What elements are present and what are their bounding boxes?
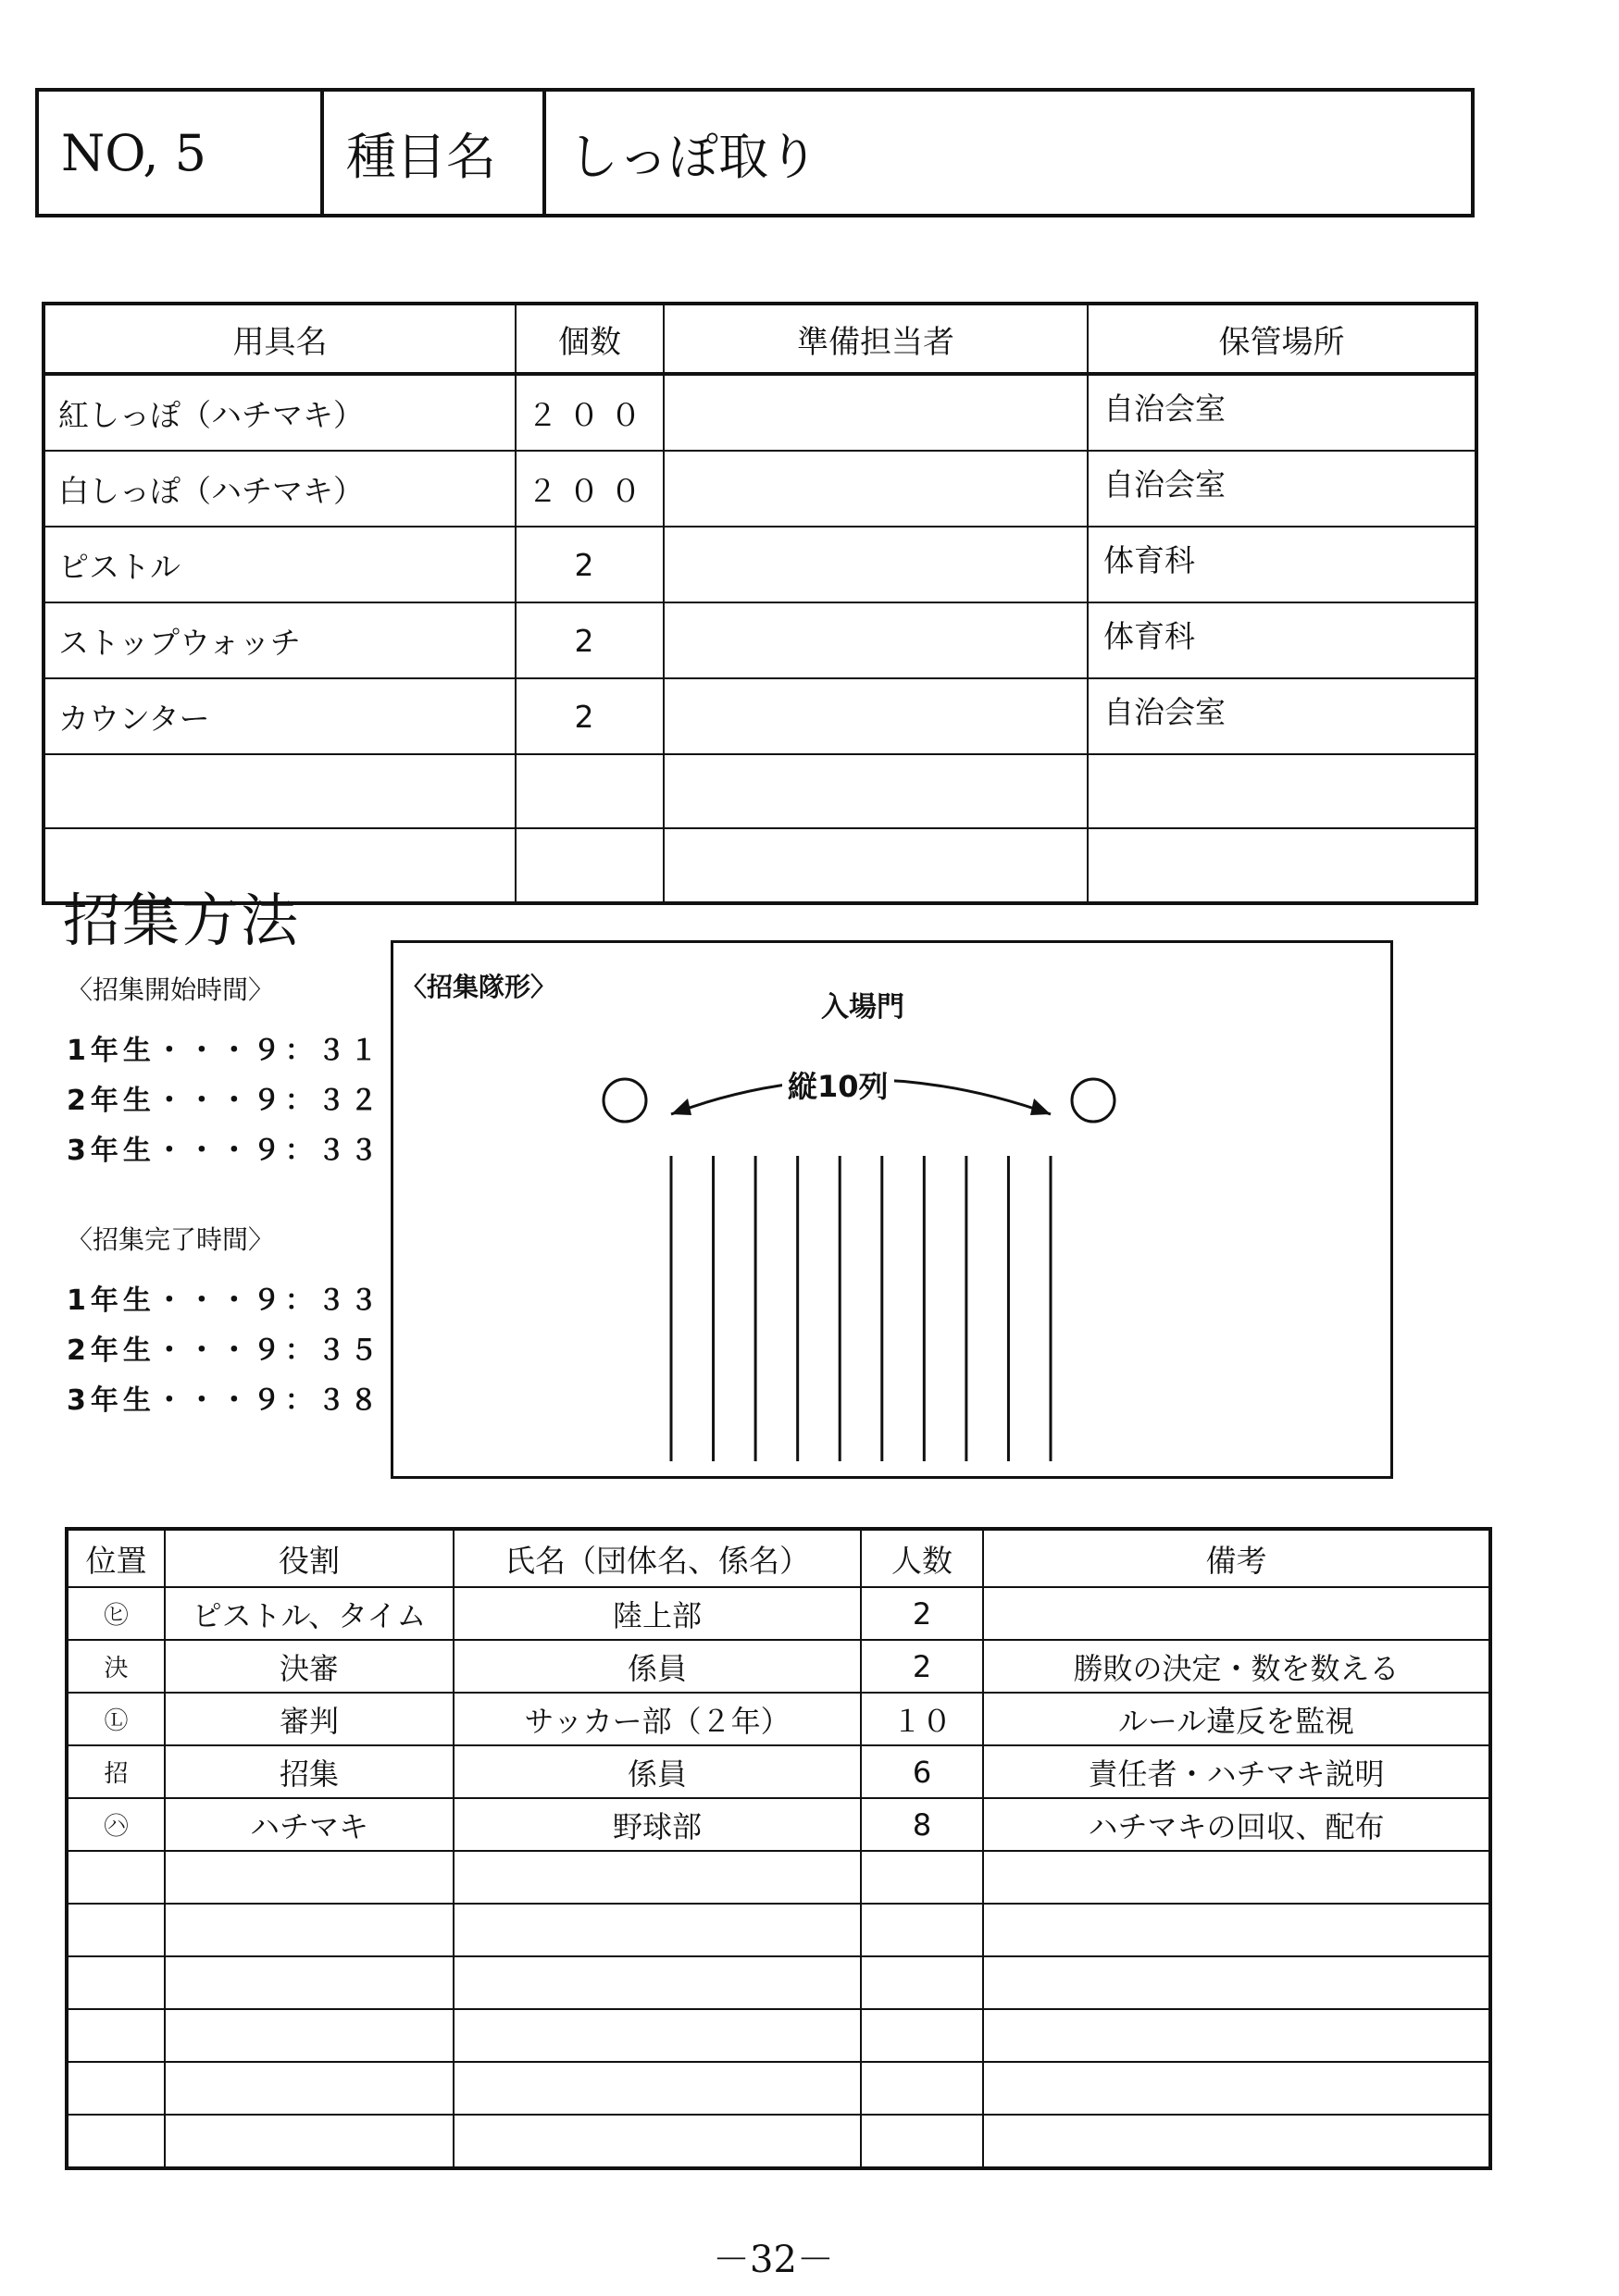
role-cell bbox=[165, 2062, 454, 2115]
equipment-col-person: 準備担当者 bbox=[664, 304, 1088, 374]
equipment-qty-cell: 2 bbox=[516, 527, 664, 602]
start-time-row: 3年生・・・９：３３ bbox=[67, 1135, 382, 1167]
equipment-qty-cell bbox=[516, 754, 664, 828]
end-time-row: 2年生・・・９：３５ bbox=[67, 1334, 382, 1367]
role-cell: ピストル、タイム bbox=[165, 1587, 454, 1640]
role-count-cell: 8 bbox=[861, 1798, 983, 1851]
role-remark-cell: ルール違反を監視 bbox=[983, 1693, 1490, 1745]
equipment-person-cell bbox=[664, 451, 1088, 527]
header-table bbox=[35, 88, 1475, 217]
role-cell: 招集 bbox=[165, 1745, 454, 1798]
equipment-place-cell bbox=[1088, 828, 1476, 903]
roles-header-row bbox=[67, 1529, 1490, 1587]
equipment-place-cell: 自治会室 bbox=[1088, 678, 1476, 754]
equipment-place-cell bbox=[1088, 754, 1476, 828]
role-remark-cell bbox=[983, 1851, 1490, 1904]
role-cell bbox=[165, 1956, 454, 2009]
role-name-cell: 陸上部 bbox=[454, 1587, 861, 1640]
role-count-cell bbox=[861, 2009, 983, 2062]
role-count-cell: 2 bbox=[861, 1640, 983, 1693]
roles-row bbox=[67, 2062, 1490, 2115]
end-time-row: 3年生・・・９：３８ bbox=[67, 1384, 382, 1417]
role-remark-cell bbox=[983, 2115, 1490, 2168]
role-name-cell bbox=[454, 2009, 861, 2062]
role-position-cell bbox=[67, 2062, 165, 2115]
role-count-cell: 6 bbox=[861, 1745, 983, 1798]
equipment-place-cell: 体育科 bbox=[1088, 602, 1476, 678]
column-count-label: 縦10列 bbox=[782, 1063, 894, 1106]
equipment-name-cell: 紅しっぽ（ハチマキ） bbox=[44, 374, 516, 451]
role-remark-cell bbox=[983, 1587, 1490, 1640]
role-cell bbox=[165, 2115, 454, 2168]
start-time-row: 1年生・・・９：３１ bbox=[67, 1035, 382, 1067]
right-post-marker bbox=[1072, 1079, 1115, 1122]
role-name-cell bbox=[454, 1956, 861, 2009]
roles-table bbox=[65, 1527, 1492, 2170]
equipment-qty-cell: 2 bbox=[516, 602, 664, 678]
roles-row bbox=[67, 2009, 1490, 2062]
role-name-cell: 係員 bbox=[454, 1745, 861, 1798]
roles-row bbox=[67, 1587, 1490, 1640]
equipment-col-qty: 個数 bbox=[516, 304, 664, 374]
roles-col-count: 人数 bbox=[861, 1529, 983, 1587]
formation-diagram bbox=[391, 940, 1393, 1479]
role-cell bbox=[165, 1904, 454, 1956]
equipment-qty-cell: ２００ bbox=[516, 451, 664, 527]
equipment-place-cell: 体育科 bbox=[1088, 527, 1476, 602]
left-post-marker bbox=[604, 1079, 646, 1122]
roles-col-role: 役割 bbox=[165, 1529, 454, 1587]
role-count-cell bbox=[861, 2115, 983, 2168]
role-position-cell bbox=[67, 1956, 165, 2009]
role-position-cell bbox=[67, 2009, 165, 2062]
role-name-cell bbox=[454, 1904, 861, 1956]
equipment-person-cell bbox=[664, 527, 1088, 602]
role-cell bbox=[165, 1851, 454, 1904]
role-name-cell bbox=[454, 1851, 861, 1904]
equipment-row bbox=[44, 754, 1476, 828]
role-count-cell bbox=[861, 2062, 983, 2115]
role-name-cell: 係員 bbox=[454, 1640, 861, 1693]
equipment-qty-cell: ２００ bbox=[516, 374, 664, 451]
role-remark-cell bbox=[983, 1956, 1490, 2009]
role-count-cell bbox=[861, 1851, 983, 1904]
assembly-title: 招集方法 bbox=[63, 887, 301, 954]
event-name: しっぽ取り bbox=[544, 90, 1473, 216]
role-position-cell bbox=[67, 1904, 165, 1956]
equipment-person-cell bbox=[664, 374, 1088, 451]
role-cell: 決審 bbox=[165, 1640, 454, 1693]
roles-row bbox=[67, 1693, 1490, 1745]
role-cell: 審判 bbox=[165, 1693, 454, 1745]
equipment-person-cell bbox=[664, 828, 1088, 903]
role-remark-cell bbox=[983, 1904, 1490, 1956]
equipment-name-cell: ストップウォッチ bbox=[44, 602, 516, 678]
role-position-cell bbox=[67, 1851, 165, 1904]
event-number: NO, 5 bbox=[37, 90, 322, 216]
roles-row bbox=[67, 1798, 1490, 1851]
role-name-cell bbox=[454, 2115, 861, 2168]
equipment-table bbox=[42, 302, 1478, 905]
start-time-row: 2年生・・・９：３２ bbox=[67, 1085, 382, 1117]
equipment-name-cell: カウンター bbox=[44, 678, 516, 754]
roles-row bbox=[67, 2115, 1490, 2168]
role-count-cell: 2 bbox=[861, 1587, 983, 1640]
equipment-row bbox=[44, 678, 1476, 754]
roles-col-remark: 備考 bbox=[983, 1529, 1490, 1587]
role-cell bbox=[165, 2009, 454, 2062]
role-position-cell: Ⓛ bbox=[67, 1693, 165, 1745]
role-count-cell bbox=[861, 1904, 983, 1956]
roles-row bbox=[67, 1904, 1490, 1956]
equipment-name-cell: 白しっぽ（ハチマキ） bbox=[44, 451, 516, 527]
role-cell: ハチマキ bbox=[165, 1798, 454, 1851]
formation-label: 〈招集隊形〉 bbox=[401, 972, 557, 1002]
equipment-name-cell bbox=[44, 754, 516, 828]
equipment-place-cell: 自治会室 bbox=[1088, 451, 1476, 527]
start-times-block bbox=[67, 970, 382, 1177]
end-time-row: 1年生・・・９：３３ bbox=[67, 1285, 382, 1317]
equipment-header-row bbox=[44, 304, 1476, 374]
end-times-label: 〈招集完了時間〉 bbox=[67, 1224, 275, 1255]
role-position-cell: ㋪ bbox=[67, 1587, 165, 1640]
roles-row bbox=[67, 1640, 1490, 1693]
equipment-row bbox=[44, 374, 1476, 451]
role-remark-cell: 責任者・ハチマキ説明 bbox=[983, 1745, 1490, 1798]
roles-col-position: 位置 bbox=[67, 1529, 165, 1587]
page-number: －32－ bbox=[713, 2239, 834, 2281]
equipment-qty-cell: 2 bbox=[516, 678, 664, 754]
end-times-block bbox=[67, 1220, 382, 1427]
role-name-cell bbox=[454, 2062, 861, 2115]
equipment-row bbox=[44, 527, 1476, 602]
gate-label: 入場門 bbox=[821, 991, 904, 1024]
role-position-cell: 招 bbox=[67, 1745, 165, 1798]
equipment-col-name: 用具名 bbox=[44, 304, 516, 374]
equipment-col-place: 保管場所 bbox=[1088, 304, 1476, 374]
role-position-cell: ㋩ bbox=[67, 1798, 165, 1851]
equipment-name-cell: ピストル bbox=[44, 527, 516, 602]
equipment-person-cell bbox=[664, 602, 1088, 678]
role-remark-cell: ハチマキの回収、配布 bbox=[983, 1798, 1490, 1851]
role-name-cell: サッカー部（２年） bbox=[454, 1693, 861, 1745]
roles-row bbox=[67, 1851, 1490, 1904]
role-count-cell: １０ bbox=[861, 1693, 983, 1745]
roles-col-name: 氏名（団体名、係名） bbox=[454, 1529, 861, 1587]
role-name-cell: 野球部 bbox=[454, 1798, 861, 1851]
equipment-person-cell bbox=[664, 678, 1088, 754]
equipment-place-cell: 自治会室 bbox=[1088, 374, 1476, 451]
equipment-qty-cell bbox=[516, 828, 664, 903]
roles-row bbox=[67, 1745, 1490, 1798]
start-times-label: 〈招集開始時間〉 bbox=[67, 974, 275, 1005]
role-position-cell: 決 bbox=[67, 1640, 165, 1693]
column-lines bbox=[671, 1156, 1051, 1461]
role-position-cell bbox=[67, 2115, 165, 2168]
span-arrow-right-head bbox=[1030, 1098, 1051, 1115]
equipment-row bbox=[44, 451, 1476, 527]
event-label: 種目名 bbox=[322, 90, 544, 216]
span-arrow-left-head bbox=[671, 1098, 691, 1115]
equipment-row bbox=[44, 602, 1476, 678]
role-count-cell bbox=[861, 1956, 983, 2009]
roles-row bbox=[67, 1956, 1490, 2009]
role-remark-cell bbox=[983, 2062, 1490, 2115]
role-remark-cell bbox=[983, 2009, 1490, 2062]
role-remark-cell: 勝敗の決定・数を数える bbox=[983, 1640, 1490, 1693]
equipment-person-cell bbox=[664, 754, 1088, 828]
